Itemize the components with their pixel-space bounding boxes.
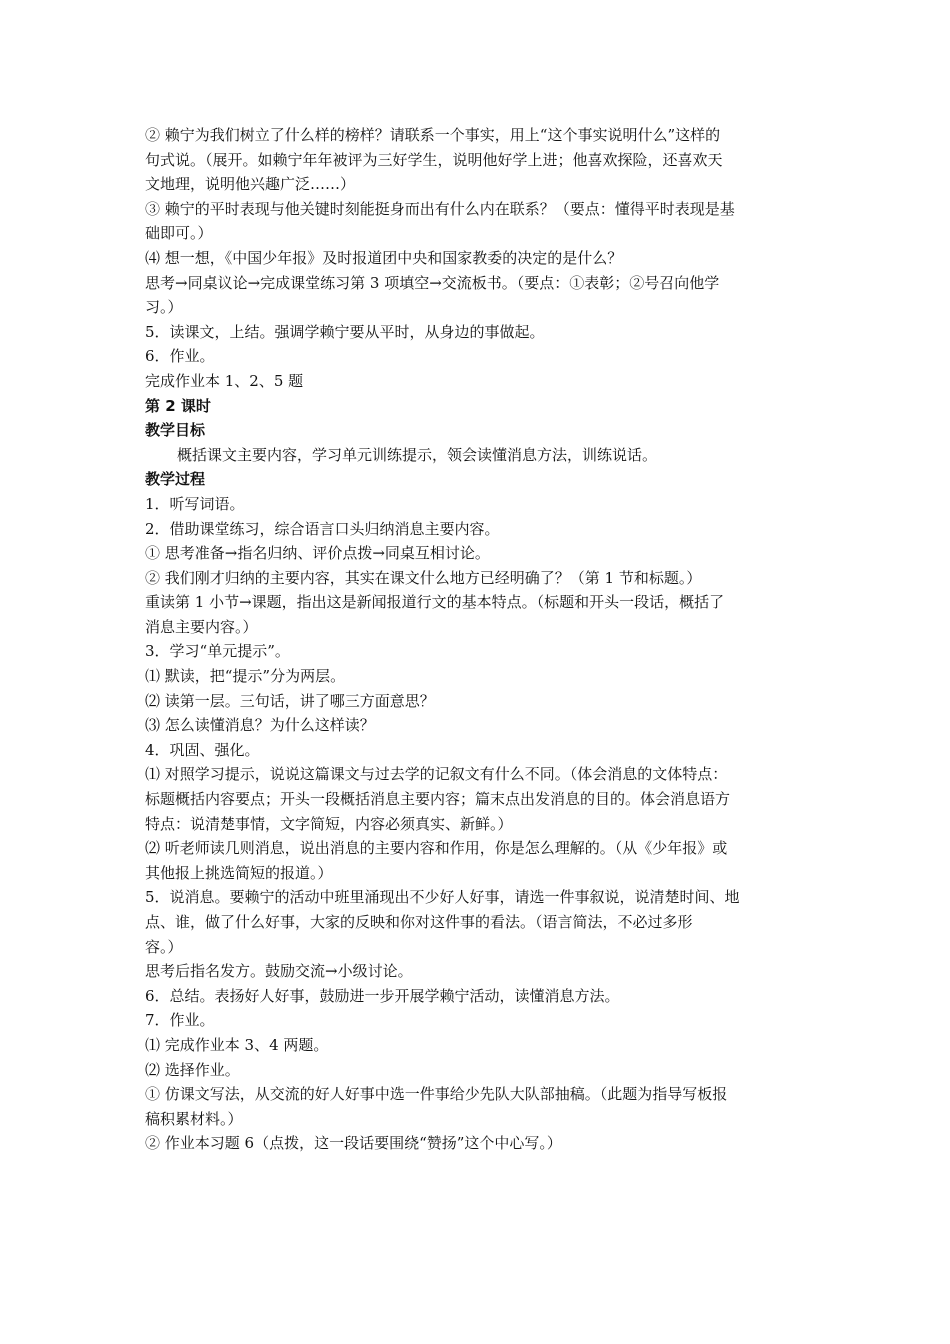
text-line: 6．总结。表扬好人好事，鼓励进一步开展学赖宁活动，读懂消息方法。 bbox=[145, 986, 620, 1005]
text-line: 习。） bbox=[145, 298, 183, 317]
text-line: 句式说。（展开。如赖宁年年被评为三好学生，说明他好学上进；他喜欢探险，还喜欢天 bbox=[145, 150, 723, 169]
text-line: 5．说消息。要赖宁的活动中班里涌现出不少好人好事，请选一件事叙说，说清楚时间、地 bbox=[145, 888, 740, 907]
text-line: 消息主要内容。） bbox=[145, 617, 258, 636]
text-line: 完成作业本 1、2、5 题 bbox=[145, 371, 304, 390]
text-line: 思考→同桌议论→完成课堂练习第 3 项填空→交流板书。（要点：①表彰；②号召向他学 bbox=[145, 273, 720, 292]
text-line: 6．作业。 bbox=[145, 347, 215, 366]
text-line: 5．读课文，上结。强调学赖宁要从平时，从身边的事做起。 bbox=[145, 322, 545, 341]
text-line: 标题概括内容要点；开头一段概括消息主要内容；篇末点出发消息的目的。体会消息语方 bbox=[145, 790, 731, 809]
section-heading: 教学目标 bbox=[145, 421, 206, 440]
section-heading: 教学过程 bbox=[145, 470, 206, 489]
text-line: 思考后指名发方。鼓励交流→小级讨论。 bbox=[145, 962, 413, 981]
text-line: 点、谁，做了什么好事，大家的反映和你对这件事的看法。（语言简法，不必过多形 bbox=[145, 913, 693, 931]
text-line: 重读第 1 小节→课题，指出这是新闻报道行文的基本特点。（标题和开头一段话，概括了 bbox=[145, 593, 725, 612]
text-line: 概括课文主要内容，学习单元训练提示，领会读懂消息方法，训练说话。 bbox=[177, 445, 658, 464]
text-line: 2．借助课堂练习，综合语言口头归纳消息主要内容。 bbox=[145, 519, 500, 538]
text-line: ① 仿课文写法，从交流的好人好事中选一件事给少先队大队部抽稿。（此题为指导写板报 bbox=[145, 1085, 728, 1104]
text-line: ② 作业本习题 6（点拨，这一段话要围绕“赞扬”这个中心写。） bbox=[145, 1134, 562, 1153]
section-heading: 第 2 课时 bbox=[145, 396, 211, 415]
text-line: 稿积累材料。） bbox=[145, 1109, 243, 1128]
text-line: ⑵ 听老师读几则消息，说出消息的主要内容和作用，你是怎么理解的。（从《少年报》或 bbox=[145, 839, 728, 858]
document-body bbox=[145, 123, 810, 1156]
text-line: 1．听写词语。 bbox=[145, 494, 245, 513]
text-line: ⑴ 默读，把“提示”分为两层。 bbox=[145, 667, 346, 686]
text-line: 容。） bbox=[145, 937, 183, 956]
text-line: ⑵ 读第一层。三句话，讲了哪三方面意思？ bbox=[145, 691, 435, 710]
text-line: 7．作业。 bbox=[145, 1011, 215, 1030]
text-line: 文地理，说明他兴趣广泛……） bbox=[145, 175, 356, 194]
text-line: ⑴ 对照学习提示，说说这篇课文与过去学的记叙文有什么不同。（体会消息的文体特点： bbox=[145, 765, 728, 784]
text-line: ⑷ 想一想，《中国少年报》及时报道团中央和国家教委的决定的是什么？ bbox=[145, 248, 623, 267]
text-line: ② 赖宁为我们树立了什么样的榜样？请联系一个事实，用上“这个事实说明什么”这样的 bbox=[145, 126, 721, 144]
text-line: 其他报上挑选简短的报道。） bbox=[145, 863, 333, 882]
text-line: 特点：说清楚事情，文字简短，内容必须真实、新鲜。） bbox=[145, 814, 513, 833]
text-line: 4．巩固、强化。 bbox=[145, 740, 260, 759]
text-line: 础即可。） bbox=[145, 224, 213, 243]
text-line: ⑶ 怎么读懂消息？为什么这样读？ bbox=[145, 716, 375, 735]
text-line: ② 我们刚才归纳的主要内容，其实在课文什么地方已经明确了？（第 1 节和标题。） bbox=[145, 568, 702, 587]
text-line: ③ 赖宁的平时表现与他关键时刻能挺身而出有什么内在联系？（要点：懂得平时表现是基 bbox=[145, 199, 735, 218]
text-line: ⑴ 完成作业本 3、4 两题。 bbox=[145, 1035, 329, 1054]
text-line: ⑵ 选择作业。 bbox=[145, 1060, 240, 1079]
text-line: ① 思考准备→指名归纳、评价点拨→同桌互相讨论。 bbox=[145, 544, 490, 563]
text-line: 3．学习“单元提示”。 bbox=[145, 642, 290, 661]
